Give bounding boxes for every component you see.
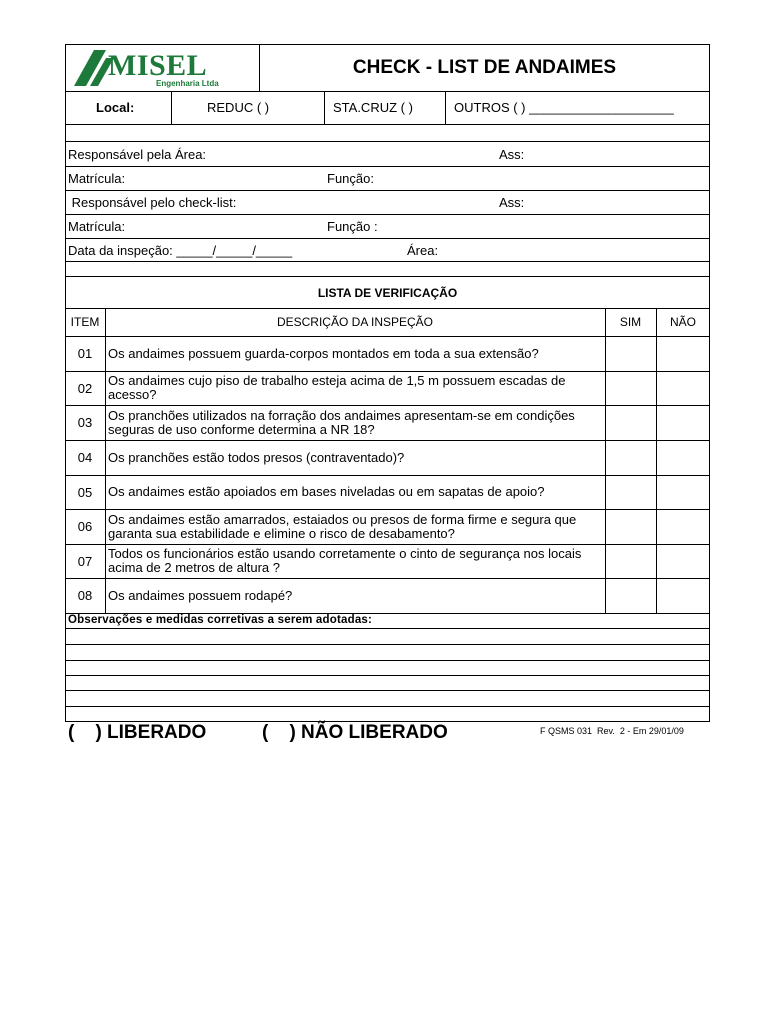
col-item-header: ITEM <box>70 315 100 329</box>
row-nao-checkbox[interactable] <box>657 510 709 543</box>
info-line-1 <box>65 141 710 142</box>
info-line-6 <box>65 261 710 262</box>
local-option-reduc[interactable]: REDUC ( ) <box>207 100 270 115</box>
obs-line-1 <box>65 628 710 629</box>
info-line-2 <box>65 166 710 167</box>
nao-liberado-option[interactable]: ( ) NÃO LIBERADO <box>262 722 448 743</box>
local-divider-3 <box>445 91 446 125</box>
row-description: Os andaimes estão amarrados, estaiados ou presos de forma firme e segura que garanta sua estabilidade e elimine o risco de desabamento? <box>108 511 577 541</box>
info-bottom-line <box>65 276 710 277</box>
row-item-number: 03 <box>77 415 93 430</box>
row-sim-checkbox[interactable] <box>606 337 655 370</box>
row-sim-checkbox[interactable] <box>606 476 655 508</box>
row-sim-checkbox[interactable] <box>606 510 655 543</box>
row-sim-checkbox[interactable] <box>606 579 655 612</box>
local-label: Local: <box>96 100 135 115</box>
list-title: LISTA DE VERIFICAÇÃO <box>317 286 458 300</box>
liberado-option[interactable]: ( ) LIBERADO <box>68 722 207 743</box>
assinatura-1-label: Ass: <box>499 147 525 162</box>
row-description: Os andaimes estão apoiados em bases niveladas ou em sapatas de apoio? <box>108 484 545 499</box>
row-item-number: 04 <box>77 450 93 465</box>
responsavel-area-label: Responsável pela Área: <box>68 147 207 162</box>
col-sim-header: SIM <box>619 315 642 329</box>
funcao-2-label: Função : <box>327 219 378 234</box>
data-inspecao-label: Data da inspeção: _____/_____/_____ <box>68 243 293 258</box>
row-description: Os andaimes cujo piso de trabalho esteja acima de 1,5 m possuem escadas de acesso? <box>108 373 566 402</box>
logo-subtitle: Engenharia Ltda <box>156 79 219 88</box>
row-nao-checkbox[interactable] <box>657 545 709 577</box>
row-nao-checkbox[interactable] <box>657 372 709 404</box>
row-item-number: 05 <box>77 484 93 500</box>
matricula-2-label: Matrícula: <box>68 219 126 234</box>
area-label: Área: <box>407 243 439 258</box>
row-nao-checkbox[interactable] <box>657 579 709 612</box>
row-description: Os pranchões estão todos presos (contraventado)? <box>108 449 405 465</box>
obs-line-4 <box>65 675 710 676</box>
row-nao-checkbox[interactable] <box>657 441 709 474</box>
row-description: Os andaimes possuem guarda-corpos montados em toda a sua extensão? <box>108 345 539 361</box>
row-sim-checkbox[interactable] <box>606 545 655 577</box>
row-item-number: 07 <box>77 553 93 569</box>
row-sim-checkbox[interactable] <box>606 441 655 474</box>
matricula-1-label: Matrícula: <box>68 171 126 186</box>
col-nao-header: NÃO <box>669 315 696 329</box>
responsavel-checklist-label: Responsável pelo check-list: <box>68 195 237 210</box>
row-sim-checkbox[interactable] <box>606 406 655 439</box>
funcao-1-label: Função: <box>327 171 374 186</box>
logo-name: MISEL <box>108 49 208 82</box>
observacoes-label: Observações e medidas corretivas a serem adotadas: <box>68 614 373 626</box>
row-item-number: 02 <box>77 380 93 396</box>
obs-line-3 <box>65 660 710 661</box>
local-option-outros[interactable]: OUTROS ( ) ____________________ <box>454 100 674 115</box>
form-code: F QSMS 031 Rev. 2 - Em 29/01/09 <box>540 726 684 736</box>
local-divider-2 <box>324 91 325 125</box>
col-desc-header: DESCRIÇÃO DA INSPEÇÃO <box>276 315 434 329</box>
local-bottom-line <box>65 124 710 125</box>
info-line-4 <box>65 214 710 215</box>
row-nao-checkbox[interactable] <box>657 406 709 439</box>
form-title: CHECK - LIST DE ANDAIMES <box>352 57 617 78</box>
row-description: Todos os funcionários estão usando corretamente o cinto de segurança nos locais acima de 2 metros de altura ? <box>108 546 582 575</box>
header-bottom-line <box>65 91 710 92</box>
row-item-number: 06 <box>77 519 93 534</box>
company-logo <box>72 48 252 88</box>
info-line-3 <box>65 190 710 191</box>
row-item-number: 08 <box>77 588 93 603</box>
obs-line-2 <box>65 644 710 645</box>
list-title-bottom-line <box>65 308 710 309</box>
col-line-item <box>105 308 106 613</box>
row-description: Os andaimes possuem rodapé? <box>108 587 293 603</box>
local-divider-1 <box>171 91 172 125</box>
row-item-number: 01 <box>77 346 93 361</box>
row-nao-checkbox[interactable] <box>657 476 709 508</box>
obs-line-6 <box>65 706 710 707</box>
info-line-5 <box>65 238 710 239</box>
obs-line-5 <box>65 690 710 691</box>
row-sim-checkbox[interactable] <box>606 372 655 404</box>
header-divider <box>259 44 260 92</box>
assinatura-2-label: Ass: <box>499 195 525 210</box>
local-option-stacruz[interactable]: STA.CRUZ ( ) <box>333 100 413 115</box>
row-nao-checkbox[interactable] <box>657 337 709 370</box>
row-description: Os pranchões utilizados na forração dos andaimes apresentam-se em condições seguras de uso conforme determina a NR 18? <box>108 407 575 437</box>
